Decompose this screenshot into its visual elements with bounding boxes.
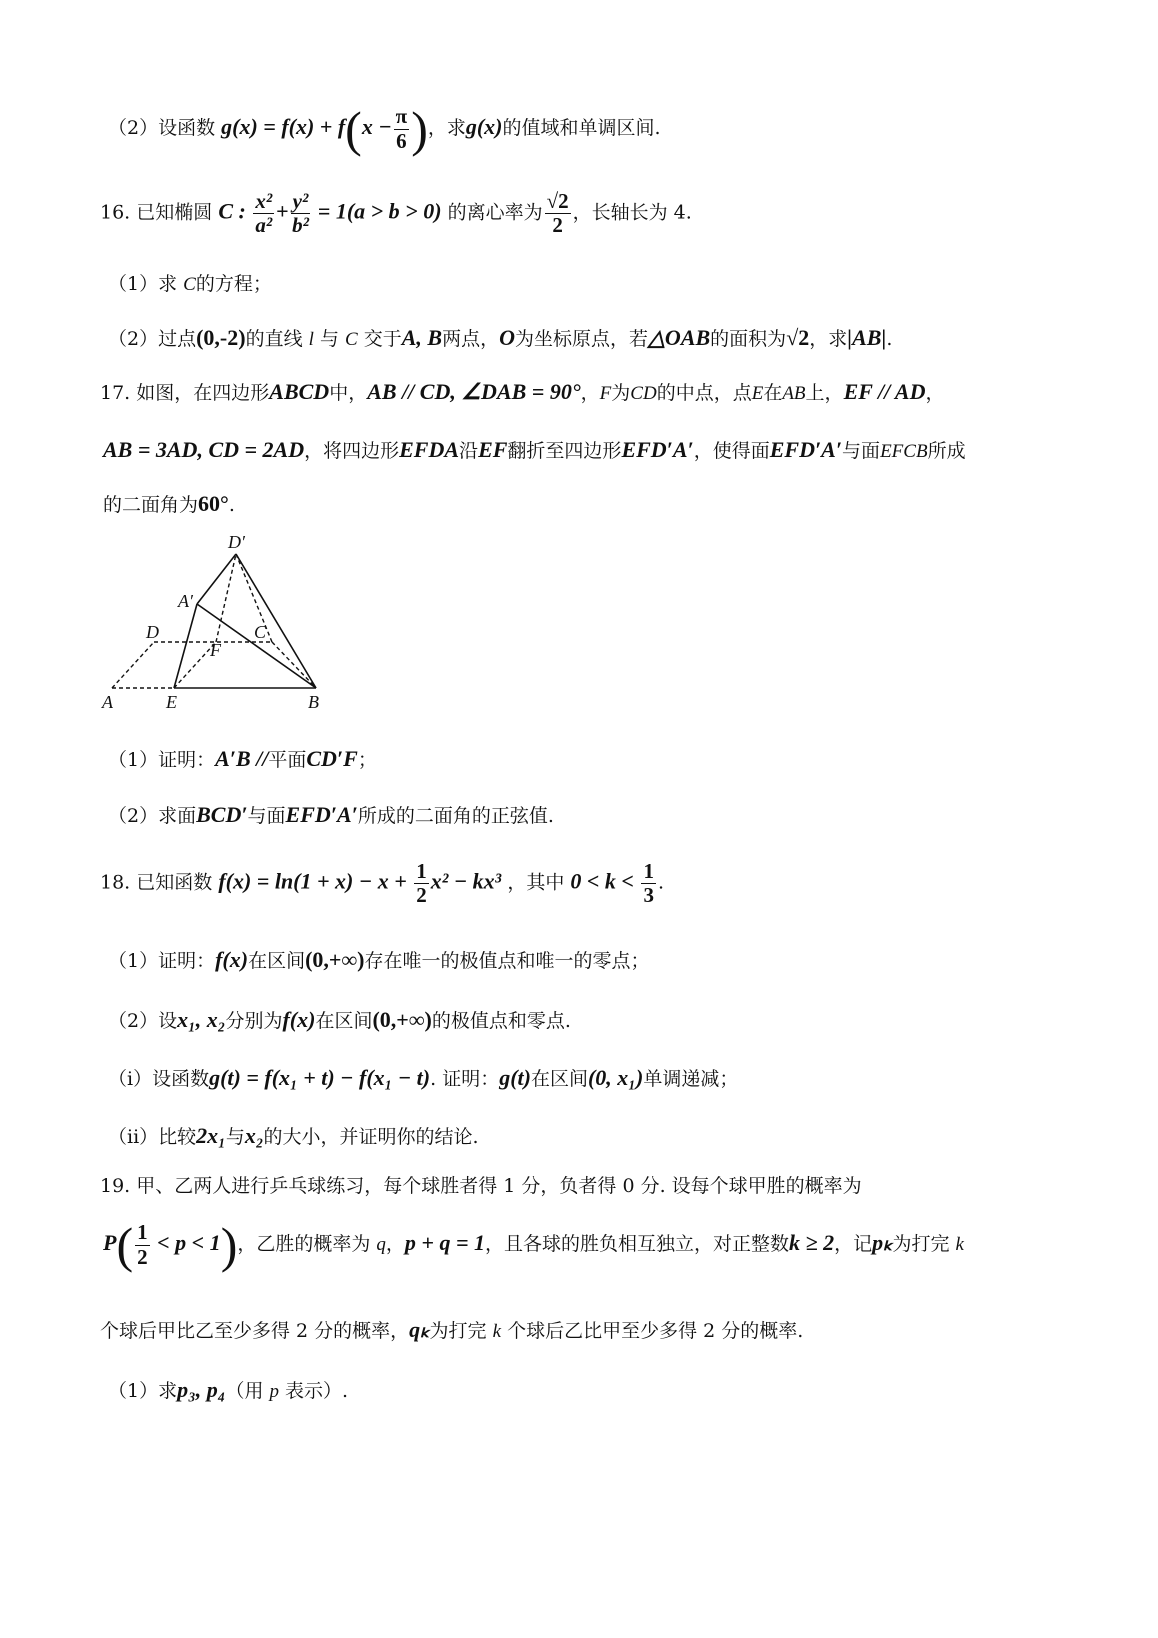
q16-part1 (108, 272, 272, 298)
q15-part2 (108, 101, 661, 157)
math-expr: △OAB (648, 325, 711, 350)
q17-part2 (108, 801, 554, 830)
text: 的离心率为 (447, 201, 543, 224)
denominator: 3 (643, 883, 654, 908)
math-var: qₖ (409, 1317, 430, 1342)
text: （1）证明： (108, 950, 216, 972)
math-expr: A, B (401, 325, 443, 350)
denominator: a² (255, 213, 273, 238)
q18-part2-ii (108, 1122, 479, 1151)
text: 两点， (442, 328, 500, 350)
text: 与面 (247, 805, 286, 827)
math-expr: |AB| (847, 325, 887, 350)
label-b: B (308, 692, 319, 712)
q19-line1 (100, 1174, 862, 1199)
text: 为坐标原点，若 (515, 328, 649, 350)
text: ，长轴长为 4. (572, 201, 692, 224)
paren: ) (411, 101, 428, 157)
text: （1）求 (108, 1380, 178, 1402)
numerator: √2 (546, 189, 569, 213)
math-var: C (345, 329, 358, 350)
math-expr: √2 (786, 325, 810, 350)
math-var: AB (782, 383, 806, 404)
math-expr: = 1(a > b > 0) (312, 198, 442, 224)
text: 19. 甲、乙两人进行乒乓球练习，每个球胜者得 1 分，负者得 0 分. 设每个球甲胜的概率为 (100, 1175, 862, 1197)
math-var: C (183, 274, 196, 295)
math-expr: f(x) (215, 947, 249, 972)
text: . 证明： (430, 1068, 500, 1090)
q19-line2 (103, 1217, 964, 1273)
q18-part1 (108, 946, 649, 975)
label-d-prime: D′ (228, 532, 245, 552)
text: （ii）比较 (108, 1126, 197, 1148)
text: ，记 (834, 1233, 873, 1255)
math-var: BCD′ (196, 802, 248, 827)
q18-part2-i (108, 1064, 738, 1093)
text: 所成的二面角的正弦值. (357, 805, 554, 827)
math-expr: (0, x₁) (587, 1065, 644, 1090)
label-c: C (254, 622, 267, 642)
q17-line3 (103, 490, 235, 519)
text: 交于 (357, 328, 402, 350)
text: . (228, 494, 235, 516)
math-expr: p + q = 1 (404, 1230, 485, 1255)
text: 沿 (459, 440, 479, 462)
math-expr: 60° (198, 491, 229, 516)
math-expr: f(x) = ln(1 + x) − x + (218, 868, 413, 894)
fraction (394, 105, 410, 152)
math-expr: C : (218, 198, 252, 224)
fraction (135, 1221, 150, 1268)
q17-part1 (108, 745, 377, 774)
text: 与面 (842, 440, 881, 462)
label-a: A (102, 692, 113, 712)
text: ，求 (427, 117, 466, 139)
numerator: π (395, 104, 408, 129)
math-var: ABCD (269, 379, 330, 404)
text: 表示）. (278, 1380, 349, 1402)
text: 在区间 (248, 950, 306, 972)
text: 平面 (268, 749, 307, 771)
paren: ) (220, 1217, 238, 1273)
text: ，使得面 (693, 440, 770, 462)
q18-part2 (108, 1006, 571, 1035)
numerator: y² (292, 189, 309, 213)
q16-stem (100, 190, 692, 237)
denominator: 2 (552, 213, 563, 238)
paren: ( (116, 1217, 134, 1273)
math-expr: x − (361, 114, 392, 139)
fraction (291, 190, 311, 237)
math-expr: 2x₁ (196, 1123, 226, 1148)
text: 个球后乙比甲至少多得 2 分的概率. (501, 1320, 804, 1342)
label-e: E (166, 692, 177, 712)
text: （2）设函数 (108, 117, 216, 139)
denominator: b² (292, 213, 309, 238)
text: （i）设函数 (108, 1068, 210, 1090)
text: （用 (225, 1380, 270, 1402)
numerator: 1 (643, 859, 654, 883)
fraction (414, 860, 429, 907)
label-d: D (146, 622, 159, 642)
text: 上， (805, 382, 844, 404)
math-expr: g(t) = f(x₁ + t) − f(x₁ − t) (209, 1065, 431, 1090)
math-expr: A′B // (215, 746, 269, 771)
text: 16. 已知椭圆 (100, 201, 213, 224)
text: 为打完 (429, 1320, 493, 1342)
geometry-figure (96, 530, 356, 720)
text: 的中点，点 (656, 382, 752, 404)
text: ，且各球的胜负相互独立，对正整数 (484, 1233, 789, 1255)
math-expr: p₃, p₄ (177, 1377, 226, 1402)
denominator: 6 (396, 128, 407, 153)
text: ， (925, 382, 945, 404)
text: 翻折至四边形 (507, 440, 622, 462)
math-expr: x₁, x₂ (177, 1007, 226, 1032)
math-expr: AB = 3AD, CD = 2AD (103, 437, 305, 462)
math-var: CD (630, 383, 657, 404)
math-var: pₖ (872, 1230, 893, 1255)
text: 的面积为 (710, 328, 787, 350)
label-a-prime: A′ (178, 591, 193, 611)
math-var: EF (478, 437, 508, 462)
math-var: p (269, 1381, 279, 1402)
math-var: EFD′A′ (621, 437, 694, 462)
text: 18. 已知函数 (100, 871, 213, 894)
math-var: EFDA (399, 437, 460, 462)
q18-stem (100, 860, 664, 907)
numerator: 1 (416, 859, 427, 883)
math-var: F (599, 383, 612, 404)
math-var: x₂ (244, 1123, 264, 1148)
q17-line2 (103, 436, 966, 465)
math-var: O (499, 325, 515, 350)
math-expr: (0,-2) (196, 325, 246, 350)
q19-part1 (108, 1376, 348, 1405)
text: 的二面角为 (103, 494, 199, 516)
math-expr: (0,+∞) (372, 1007, 432, 1032)
text: 的极值点和零点. (431, 1010, 571, 1032)
text: ，乙胜的概率为 (237, 1233, 377, 1255)
text: 分别为 (225, 1010, 283, 1032)
math-var: q (376, 1234, 386, 1255)
label-f: F (210, 640, 221, 660)
text: （1）证明： (108, 749, 216, 771)
text: （1）求 (108, 273, 184, 295)
math-var: l (308, 329, 314, 350)
text: 的大小，并证明你的结论. (263, 1126, 479, 1148)
text: 为 (611, 382, 631, 404)
plus: + (276, 198, 289, 224)
fraction (641, 860, 656, 907)
text: （2）设 (108, 1010, 178, 1032)
math-expr: AB // CD, ∠DAB = 90° (367, 379, 581, 404)
text: . (657, 871, 664, 894)
text: 个球后甲比乙至少多得 2 分的概率， (100, 1320, 410, 1342)
q19-line3 (100, 1316, 803, 1345)
denominator: 2 (137, 1244, 148, 1269)
text: ， (580, 382, 600, 404)
text: ，求 (809, 328, 848, 350)
text: 与 (225, 1126, 245, 1148)
denominator: 2 (416, 883, 427, 908)
math-var: P (103, 1230, 117, 1255)
numerator: x² (255, 189, 273, 213)
numerator: 1 (137, 1220, 148, 1245)
math-expr: (0,+∞) (305, 947, 365, 972)
text: ， (385, 1233, 405, 1255)
text: 在 (763, 382, 783, 404)
text: 存在唯一的极值点和唯一的零点； (364, 950, 650, 972)
q17-line1 (100, 378, 945, 407)
math-expr: x² − kx³ (430, 868, 502, 894)
text: ，其中 (507, 871, 565, 894)
text: 在区间 (315, 1010, 373, 1032)
math-var: k (492, 1321, 502, 1342)
math-expr: 0 < k < (570, 868, 640, 894)
text: . (886, 328, 893, 350)
math-var: k (955, 1234, 964, 1255)
text: （2）过点 (108, 328, 197, 350)
text: 的值域和单调区间. (502, 117, 661, 139)
text: 17. 如图，在四边形 (100, 382, 270, 404)
text: ，将四边形 (304, 440, 400, 462)
math-var: E (751, 383, 764, 404)
math-expr: g(x) (465, 114, 503, 139)
math-var: CD′F (306, 746, 358, 771)
text: 在区间 (530, 1068, 588, 1090)
math-expr: g(x) = f(x) + f (221, 114, 346, 139)
math-expr: f(x) (282, 1007, 316, 1032)
text: 所成 (927, 440, 966, 462)
math-var: EFCB (880, 441, 928, 462)
q16-part2 (108, 324, 892, 353)
text: 的直线 (245, 328, 309, 350)
fraction (545, 190, 571, 237)
paren: ( (345, 101, 362, 157)
math-var: EFD′A′ (769, 437, 843, 462)
math-expr: < p < 1 (151, 1230, 221, 1255)
math-expr: EF // AD (843, 379, 926, 404)
text: 中， (329, 382, 368, 404)
text: 的方程； (195, 273, 272, 295)
text: 为打完 (892, 1233, 956, 1255)
text: （2）求面 (108, 805, 197, 827)
math-expr: k ≥ 2 (789, 1230, 835, 1255)
text: 单调递减； (643, 1068, 739, 1090)
math-var: EFD′A′ (285, 802, 358, 827)
fraction (253, 190, 274, 237)
text: 与 (313, 328, 345, 350)
math-expr: g(t) (499, 1065, 531, 1090)
text: ； (357, 749, 377, 771)
